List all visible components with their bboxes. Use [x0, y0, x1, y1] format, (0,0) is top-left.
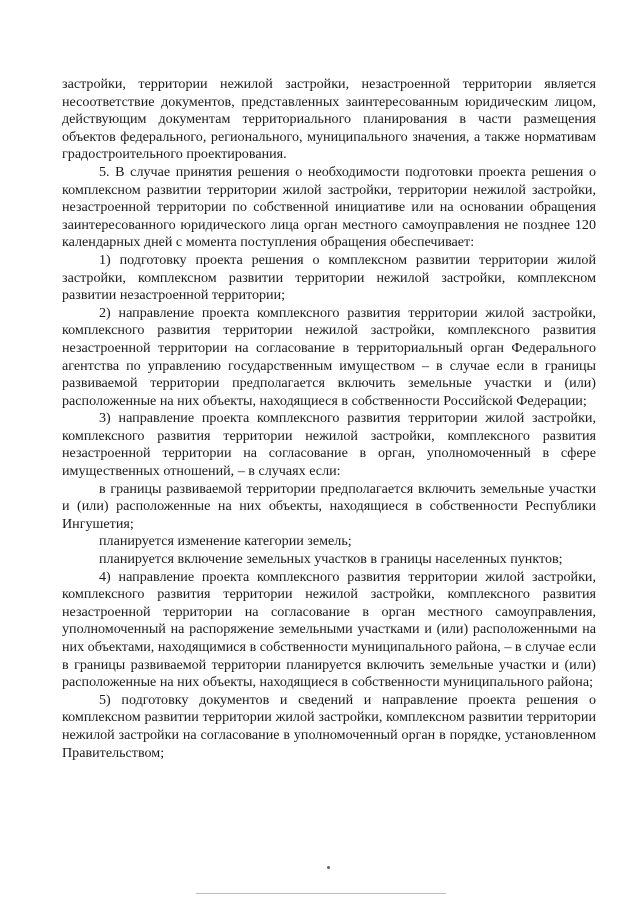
paragraph-subitem-1: 1) подготовку проекта решения о комплексном развитии территории жилой застройки, комплексном развитии территории нежилой застройки, комплексном развитии незастроенной территории;	[62, 251, 596, 304]
paragraph-subitem-3: 3) направление проекта комплексного развития территории жилой застройки, комплексного развития территории нежилой застройки, комплексного развития незастроенной территории на согласование в орган, уполномоченный в сфере имущественных отношений, – в случаях если:	[62, 410, 596, 480]
paragraph-case-settlement: планируется включение земельных участков в границы населенных пунктов;	[99, 551, 563, 568]
scan-dot	[327, 866, 330, 869]
paragraph-subitem-5: 5) подготовку документов и сведений и направление проекта решения о комплексном развитии территории жилой застройки, комплексном развитии территории нежилой застройки на согласование в уполномоченный орган в порядке, установленном Правительством;	[62, 691, 596, 761]
page-bottom-rule	[196, 893, 446, 894]
paragraph-case-land-category: планируется изменение категории земель;	[99, 533, 352, 550]
paragraph-case-ownership: в границы развиваемой территории предполагается включить земельные участки и (или) расположенные на них объекты, находящиеся в собственности Республики Ингушетия;	[62, 480, 596, 532]
paragraph-subitem-2: 2) направление проекта комплексного развития территории жилой застройки, комплексного развития территории нежилой застройки, комплексного развития незастроенной территории на согласование в территориальный орган Федерального агентства по управлению государственным имуществом – в случае если в границы развиваемой территории предполагается включить земельные участки и (или) расположенные на них объекты, находящиеся в собственности Российской Федерации;	[62, 304, 596, 409]
paragraph-continuation: застройки, территории нежилой застройки, незастроенной территории является несоответствие документов, представленных заинтересованным юридическим лицом, действующим документам территориального планирования в части размещения объектов федерального, регионального, муниципального значения, а также нормативам градостроительного проектирования.	[62, 76, 596, 163]
paragraph-subitem-4: 4) направление проекта комплексного развития территории жилой застройки, комплексного развития территории нежилой застройки, комплексного развития незастроенной территории на согласование в орган местного самоуправления, уполномоченный на распоряжение земельными участками и (или) расположенными на них объектами, находящимися в собственности муниципального района, – в случае если в границы развиваемой территории планируется включить земельные участки и (или) расположенные на них объекты, находящиеся в собственности муниципального района;	[62, 568, 596, 691]
paragraph-item-5: 5. В случае принятия решения о необходимости подготовки проекта решения о комплексном развитии территории жилой застройки, территории нежилой застройки, незастроенной территории по собственной инициативе или на основании обращения заинтересованного юридического лица орган местного самоуправления не позднее 120 календарных дней с момента поступления обращения обеспечивает:	[62, 163, 596, 251]
